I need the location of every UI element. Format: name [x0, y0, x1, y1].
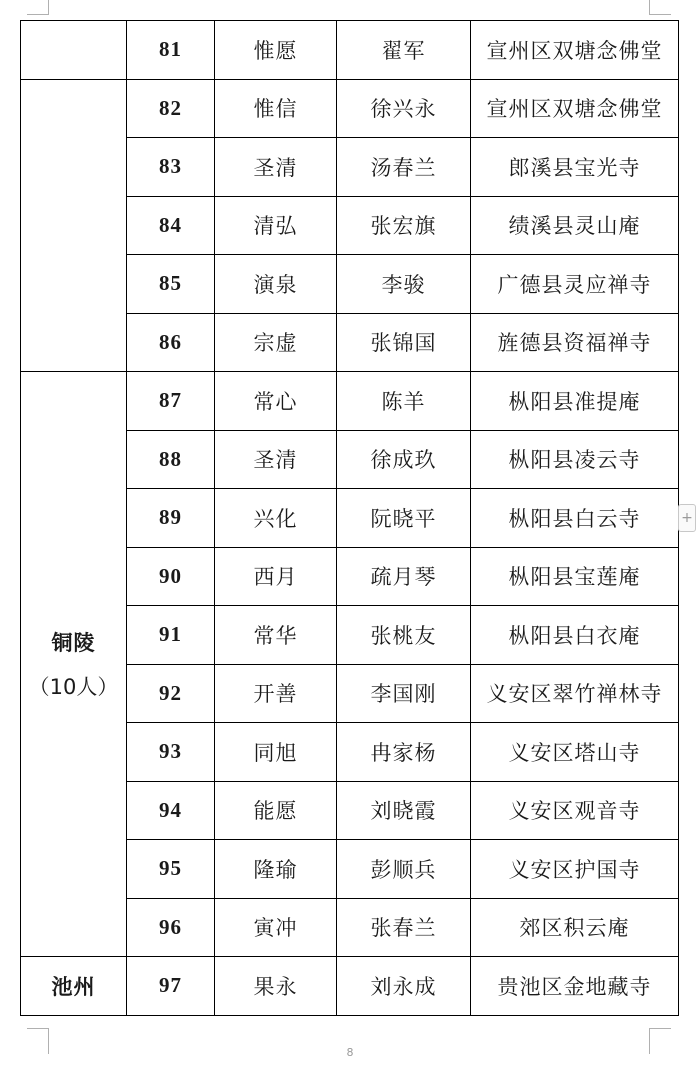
row-number: 91	[127, 606, 215, 665]
dharma-name-cell: 演泉	[215, 255, 337, 314]
crop-mark-top-left	[27, 0, 49, 15]
lay-name-cell: 陈羊	[337, 372, 471, 431]
temple-cell: 义安区塔山寺	[471, 723, 679, 782]
table-row	[21, 79, 679, 138]
crop-mark-top-right	[649, 0, 671, 15]
row-number: 92	[127, 664, 215, 723]
temple-cell: 枞阳县白衣庵	[471, 606, 679, 665]
dharma-name-cell: 惟愿	[215, 21, 337, 80]
temple-cell: 贵池区金地藏寺	[471, 957, 679, 1016]
dharma-name-cell: 常心	[215, 372, 337, 431]
dharma-name-cell: 惟信	[215, 79, 337, 138]
lay-name-cell: 张锦国	[337, 313, 471, 372]
lay-name-cell: 翟军	[337, 21, 471, 80]
lay-name-cell: 张宏旗	[337, 196, 471, 255]
temple-cell: 枞阳县宝莲庵	[471, 547, 679, 606]
row-number: 97	[127, 957, 215, 1016]
lay-name-cell: 阮晓平	[337, 489, 471, 548]
lay-name-cell: 刘晓霞	[337, 781, 471, 840]
dharma-name-cell: 能愿	[215, 781, 337, 840]
row-number: 88	[127, 430, 215, 489]
region-cell	[21, 21, 127, 80]
dharma-name-cell: 同旭	[215, 723, 337, 782]
row-number: 90	[127, 547, 215, 606]
region-cell	[21, 79, 127, 372]
temple-cell: 旌德县资福禅寺	[471, 313, 679, 372]
row-number: 94	[127, 781, 215, 840]
page-number: 8	[346, 1046, 354, 1059]
lay-name-cell: 彭顺兵	[337, 840, 471, 899]
region-name: 池州	[51, 974, 96, 999]
dharma-name-cell: 西月	[215, 547, 337, 606]
row-number: 93	[127, 723, 215, 782]
region-name: 铜陵	[51, 631, 96, 655]
row-number: 89	[127, 489, 215, 548]
lay-name-cell: 李骏	[337, 255, 471, 314]
temple-cell: 郊区积云庵	[471, 898, 679, 957]
dharma-name-cell: 果永	[215, 957, 337, 1016]
temple-cell: 宣州区双塘念佛堂	[471, 79, 679, 138]
region-cell-chizhou	[21, 957, 127, 1016]
row-number: 95	[127, 840, 215, 899]
lay-name-cell: 徐兴永	[337, 79, 471, 138]
row-number: 84	[127, 196, 215, 255]
dharma-name-cell: 开善	[215, 664, 337, 723]
dharma-name-cell: 清弘	[215, 196, 337, 255]
dharma-name-cell: 寅冲	[215, 898, 337, 957]
row-number: 83	[127, 138, 215, 197]
temple-cell: 郎溪县宝光寺	[471, 138, 679, 197]
table-row	[21, 372, 679, 431]
temple-cell: 枞阳县白云寺	[471, 489, 679, 548]
lay-name-cell: 张春兰	[337, 898, 471, 957]
roster-table	[20, 20, 679, 1016]
row-number: 81	[127, 21, 215, 80]
dharma-name-cell: 宗虚	[215, 313, 337, 372]
table-row	[21, 21, 679, 80]
temple-cell: 枞阳县准提庵	[471, 372, 679, 431]
temple-cell: 绩溪县灵山庵	[471, 196, 679, 255]
dharma-name-cell: 常华	[215, 606, 337, 665]
row-number: 96	[127, 898, 215, 957]
dharma-name-cell: 圣清	[215, 430, 337, 489]
add-row-button[interactable]: +	[678, 504, 696, 532]
temple-cell: 义安区护国寺	[471, 840, 679, 899]
region-cell-tongling	[21, 372, 127, 957]
lay-name-cell: 李国刚	[337, 664, 471, 723]
dharma-name-cell: 兴化	[215, 489, 337, 548]
lay-name-cell: 疏月琴	[337, 547, 471, 606]
lay-name-cell: 冉家杨	[337, 723, 471, 782]
row-number: 87	[127, 372, 215, 431]
region-count: （10人）	[28, 675, 119, 699]
lay-name-cell: 徐成玖	[337, 430, 471, 489]
temple-cell: 广德县灵应禅寺	[471, 255, 679, 314]
temple-cell: 枞阳县凌云寺	[471, 430, 679, 489]
table-row	[21, 957, 679, 1016]
temple-cell: 义安区观音寺	[471, 781, 679, 840]
row-number: 85	[127, 255, 215, 314]
row-number: 82	[127, 79, 215, 138]
lay-name-cell: 汤春兰	[337, 138, 471, 197]
temple-cell: 宣州区双塘念佛堂	[471, 21, 679, 80]
lay-name-cell: 张桃友	[337, 606, 471, 665]
dharma-name-cell: 圣清	[215, 138, 337, 197]
dharma-name-cell: 隆瑜	[215, 840, 337, 899]
row-number: 86	[127, 313, 215, 372]
temple-cell: 义安区翠竹禅林寺	[471, 664, 679, 723]
lay-name-cell: 刘永成	[337, 957, 471, 1016]
